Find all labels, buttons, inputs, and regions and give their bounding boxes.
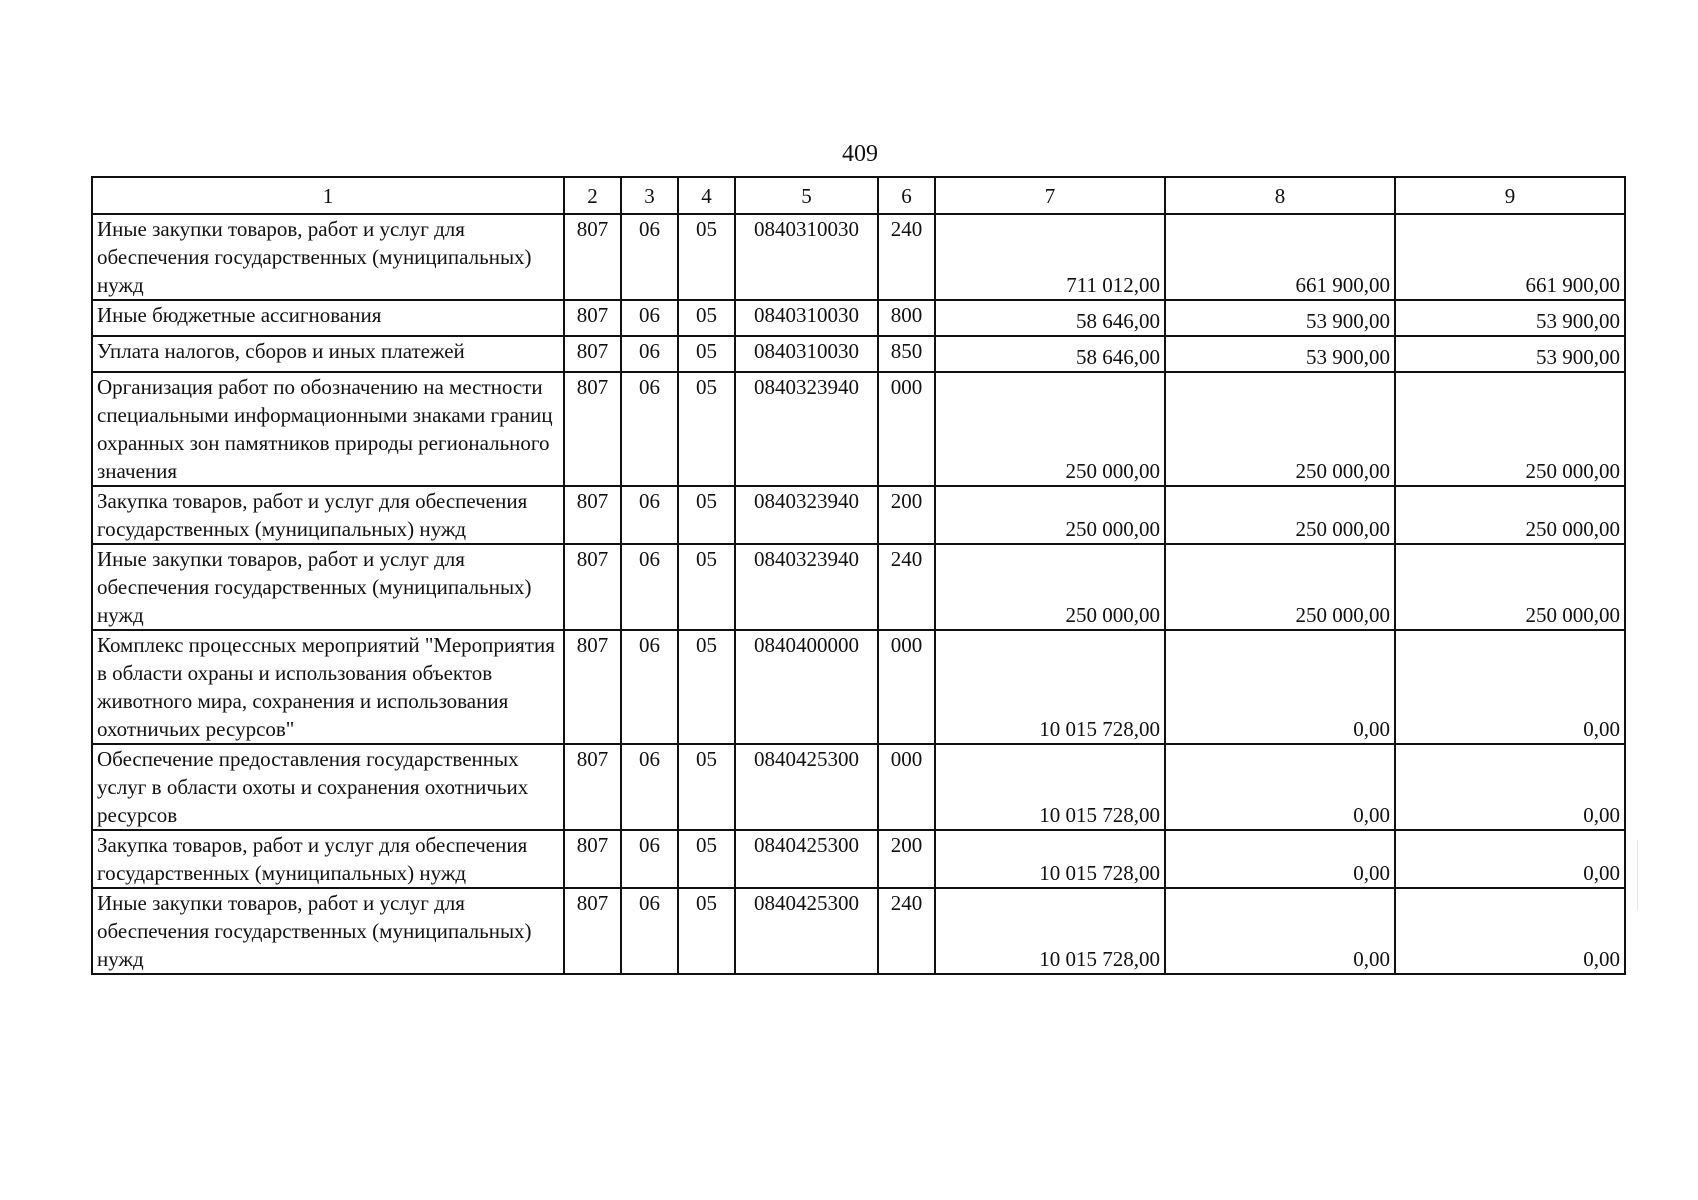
row-code-expense-type: 000	[878, 372, 935, 486]
table-row	[92, 486, 1625, 544]
row-code-section: 06	[621, 830, 678, 888]
row-code-subsection: 05	[678, 372, 735, 486]
row-name: Иные закупки товаров, работ и услуг для обеспечения государственных (муниципальных) нужд	[92, 544, 564, 630]
header-row	[92, 177, 1625, 214]
row-amount-year3: 0,00	[1395, 830, 1625, 888]
header-cell-7: 7	[935, 177, 1165, 214]
row-code-ministry: 807	[564, 486, 621, 544]
row-code-ministry: 807	[564, 830, 621, 888]
row-code-subsection: 05	[678, 630, 735, 744]
table-row	[92, 372, 1625, 486]
header-cell-3: 3	[621, 177, 678, 214]
table-row	[92, 300, 1625, 336]
row-amount-year3: 250 000,00	[1395, 544, 1625, 630]
header-cell-8: 8	[1165, 177, 1395, 214]
row-name: Иные закупки товаров, работ и услуг для обеспечения государственных (муниципальных) нужд	[92, 888, 564, 974]
row-code-expense-type: 850	[878, 336, 935, 372]
row-code-expense-type: 200	[878, 830, 935, 888]
row-code-subsection: 05	[678, 888, 735, 974]
row-name: Комплекс процессных мероприятий "Мероприятия в области охраны и использования объектов животного мира, сохранения и использования охотничьих ресурсов"	[92, 630, 564, 744]
row-amount-year1: 58 646,00	[935, 300, 1165, 336]
row-amount-year2: 250 000,00	[1165, 544, 1395, 630]
row-amount-year1: 10 015 728,00	[935, 630, 1165, 744]
header-cell-5: 5	[735, 177, 878, 214]
row-amount-year1: 250 000,00	[935, 544, 1165, 630]
row-code-ministry: 807	[564, 744, 621, 830]
row-amount-year3: 250 000,00	[1395, 372, 1625, 486]
row-amount-year1: 10 015 728,00	[935, 830, 1165, 888]
row-amount-year2: 250 000,00	[1165, 486, 1395, 544]
row-amount-year1: 10 015 728,00	[935, 888, 1165, 974]
row-code-expense-type: 200	[878, 486, 935, 544]
row-code-ministry: 807	[564, 214, 621, 300]
row-amount-year2: 0,00	[1165, 888, 1395, 974]
row-code-expense-type: 000	[878, 744, 935, 830]
budget-table	[91, 176, 1626, 975]
header-cell-1: 1	[92, 177, 564, 214]
row-name: Закупка товаров, работ и услуг для обеспечения государственных (муниципальных) нужд	[92, 830, 564, 888]
row-code-subsection: 05	[678, 830, 735, 888]
row-amount-year3: 250 000,00	[1395, 486, 1625, 544]
row-code-target: 0840323940	[735, 544, 878, 630]
row-code-ministry: 807	[564, 888, 621, 974]
row-code-ministry: 807	[564, 336, 621, 372]
row-code-target: 0840323940	[735, 486, 878, 544]
row-amount-year3: 0,00	[1395, 630, 1625, 744]
row-amount-year2: 661 900,00	[1165, 214, 1395, 300]
row-code-target: 0840425300	[735, 744, 878, 830]
row-amount-year3: 0,00	[1395, 744, 1625, 830]
row-name: Иные бюджетные ассигнования	[92, 300, 564, 336]
row-amount-year2: 250 000,00	[1165, 372, 1395, 486]
row-name: Иные закупки товаров, работ и услуг для обеспечения государственных (муниципальных) нужд	[92, 214, 564, 300]
row-amount-year2: 0,00	[1165, 744, 1395, 830]
row-code-section: 06	[621, 544, 678, 630]
row-code-ministry: 807	[564, 372, 621, 486]
row-code-target: 0840310030	[735, 300, 878, 336]
row-code-ministry: 807	[564, 544, 621, 630]
row-amount-year1: 58 646,00	[935, 336, 1165, 372]
row-code-expense-type: 240	[878, 888, 935, 974]
row-code-section: 06	[621, 888, 678, 974]
row-amount-year2: 53 900,00	[1165, 300, 1395, 336]
scan-artifact-line	[1637, 840, 1638, 910]
table-row	[92, 830, 1625, 888]
row-code-section: 06	[621, 744, 678, 830]
row-amount-year3: 661 900,00	[1395, 214, 1625, 300]
row-amount-year1: 10 015 728,00	[935, 744, 1165, 830]
row-code-expense-type: 800	[878, 300, 935, 336]
row-amount-year3: 0,00	[1395, 888, 1625, 974]
header-cell-4: 4	[678, 177, 735, 214]
row-code-section: 06	[621, 300, 678, 336]
row-amount-year1: 250 000,00	[935, 372, 1165, 486]
row-code-expense-type: 000	[878, 630, 935, 744]
row-code-subsection: 05	[678, 486, 735, 544]
row-code-target: 0840310030	[735, 214, 878, 300]
row-code-target: 0840323940	[735, 372, 878, 486]
table-row	[92, 336, 1625, 372]
row-code-target: 0840425300	[735, 888, 878, 974]
row-code-section: 06	[621, 336, 678, 372]
row-code-subsection: 05	[678, 336, 735, 372]
row-code-subsection: 05	[678, 300, 735, 336]
header-cell-9: 9	[1395, 177, 1625, 214]
row-code-target: 0840310030	[735, 336, 878, 372]
page-number: 409	[842, 141, 878, 167]
row-name: Обеспечение предоставления государственных услуг в области охоты и сохранения охотничьих ресурсов	[92, 744, 564, 830]
row-code-target: 0840400000	[735, 630, 878, 744]
header-cell-2: 2	[564, 177, 621, 214]
row-name: Уплата налогов, сборов и иных платежей	[92, 336, 564, 372]
row-code-expense-type: 240	[878, 544, 935, 630]
row-code-expense-type: 240	[878, 214, 935, 300]
row-code-section: 06	[621, 486, 678, 544]
row-name: Закупка товаров, работ и услуг для обеспечения государственных (муниципальных) нужд	[92, 486, 564, 544]
row-name: Организация работ по обозначению на местности специальными информационными знаками границ охранных зон памятников природы регионального значения	[92, 372, 564, 486]
table-row	[92, 630, 1625, 744]
row-code-section: 06	[621, 630, 678, 744]
row-amount-year2: 0,00	[1165, 630, 1395, 744]
row-amount-year3: 53 900,00	[1395, 336, 1625, 372]
row-amount-year1: 711 012,00	[935, 214, 1165, 300]
row-amount-year2: 53 900,00	[1165, 336, 1395, 372]
row-code-ministry: 807	[564, 630, 621, 744]
row-code-section: 06	[621, 214, 678, 300]
header-cell-6: 6	[878, 177, 935, 214]
row-code-subsection: 05	[678, 544, 735, 630]
row-amount-year1: 250 000,00	[935, 486, 1165, 544]
row-code-ministry: 807	[564, 300, 621, 336]
row-amount-year2: 0,00	[1165, 830, 1395, 888]
row-code-section: 06	[621, 372, 678, 486]
table-row	[92, 744, 1625, 830]
row-code-subsection: 05	[678, 744, 735, 830]
table-row	[92, 544, 1625, 630]
table-row	[92, 888, 1625, 974]
row-code-target: 0840425300	[735, 830, 878, 888]
row-amount-year3: 53 900,00	[1395, 300, 1625, 336]
row-code-subsection: 05	[678, 214, 735, 300]
table-row	[92, 214, 1625, 300]
